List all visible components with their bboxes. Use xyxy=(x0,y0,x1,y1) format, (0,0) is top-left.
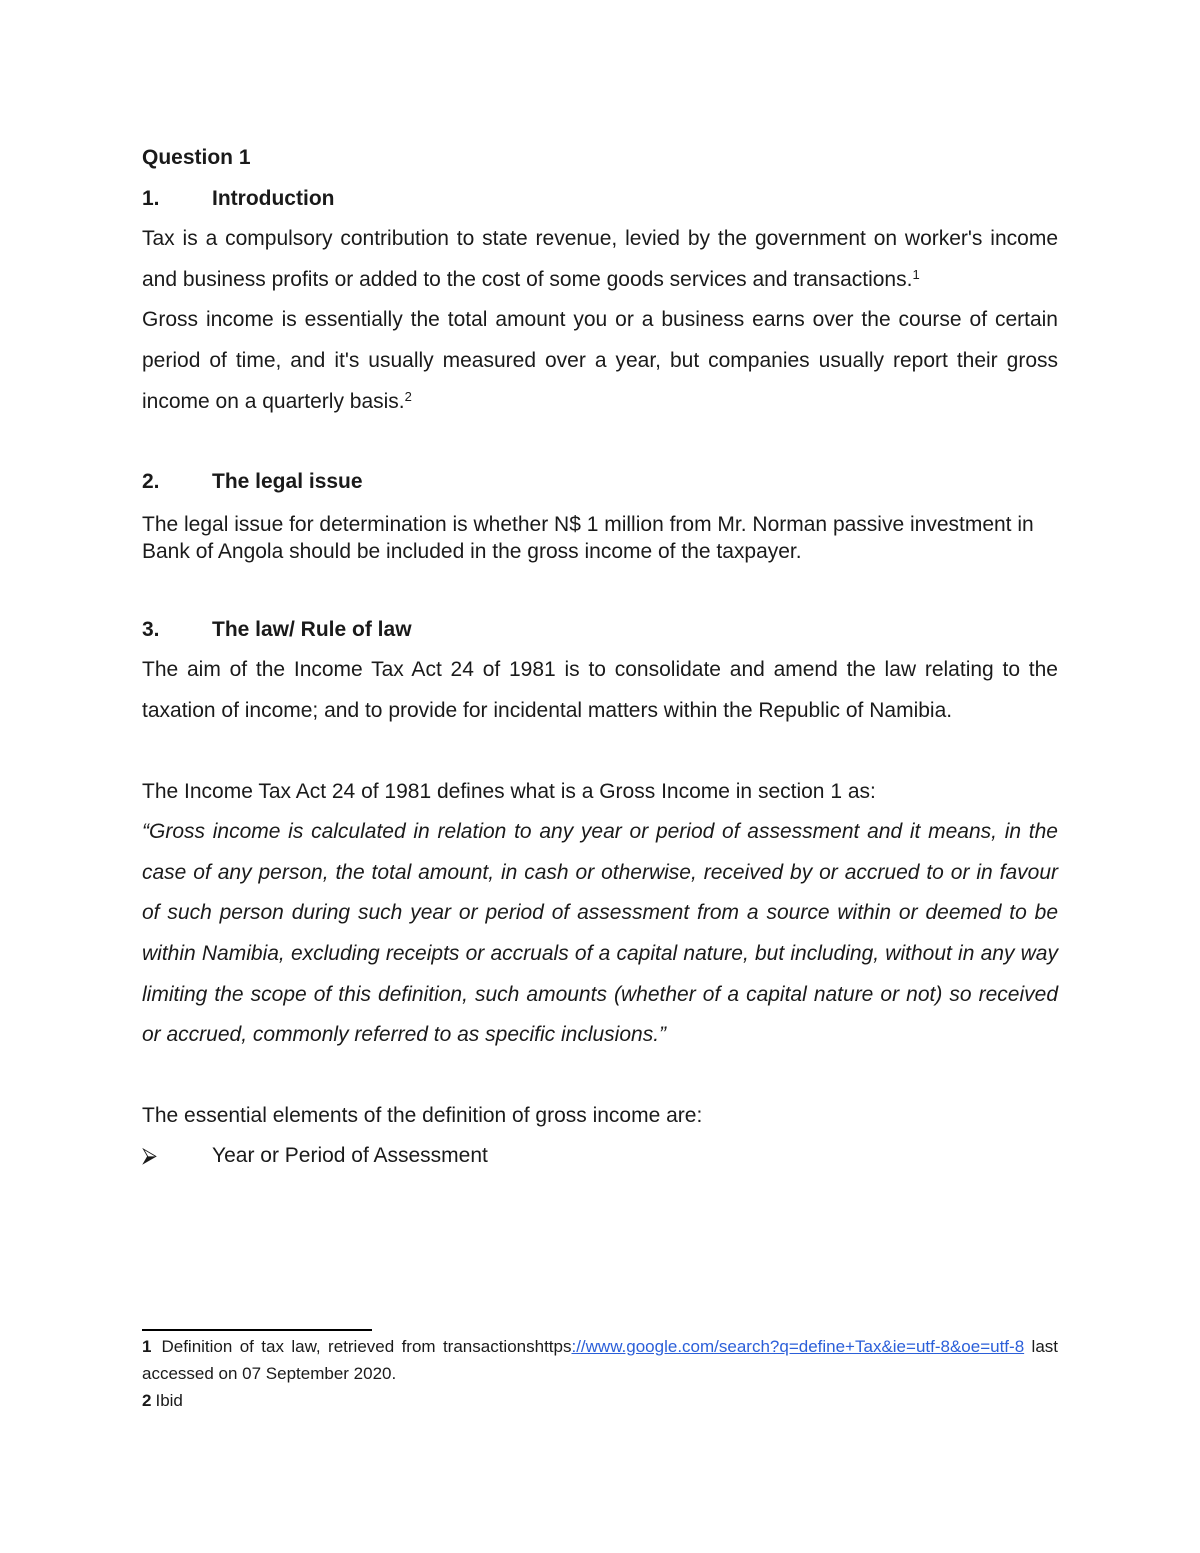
section-title: Introduction xyxy=(212,186,335,210)
footnotes xyxy=(142,1333,1058,1414)
footnote-reference[interactable]: 1 xyxy=(912,266,920,282)
footnote-separator xyxy=(142,1329,372,1331)
section-number: 2. xyxy=(142,470,160,494)
section-title: The law/ Rule of law xyxy=(212,617,412,641)
paragraph-act-aim: The aim of the Income Tax Act 24 of 1981 is to consolidate and amend the law relating to the taxation of income; and to provide for incidental matters within the Republic of Namibia. xyxy=(142,658,1058,722)
paragraph-act-definition-intro: The Income Tax Act 24 of 1981 defines what is a Gross Income in section 1 as: xyxy=(142,779,876,803)
section-heading-introduction xyxy=(142,179,1058,220)
footnote-text: Definition of tax law, retrieved from transactionshttps xyxy=(161,1337,572,1356)
document-body xyxy=(142,138,1058,1177)
list-item xyxy=(142,1136,1058,1177)
section-heading-legal-issue xyxy=(142,462,1058,503)
footnote-text: Ibid xyxy=(155,1391,183,1410)
paragraph-essential-elements: The essential elements of the definition of gross income are: xyxy=(142,1103,703,1127)
section-title: The legal issue xyxy=(212,470,363,494)
paragraph-text: Tax is a compulsory contribution to state revenue, levied by the government on worker's income and business profits or added to the cost of some goods services and transactions. xyxy=(142,227,1058,291)
footnote-tail: last accessed on 07 September 2020. xyxy=(142,1337,1058,1383)
section-heading-rule-of-law xyxy=(142,610,1058,651)
quoted-definition: “Gross income is calculated in relation to any year or period of assessment and it means, in the case of any person, the total amount, in cash or otherwise, received by or accrued to or in favour of such person during such year or period of assessment from a source within or deemed to be within Namibia, excluding receipts or accruals of a capital nature, but including, without in any way limiting the scope of this definition, such amounts (whether of a capital nature or not) so received or accrued, commonly referred to as specific inclusions.” xyxy=(142,820,1058,1047)
footnote-reference[interactable]: 2 xyxy=(404,388,412,404)
list-item-text: Year or Period of Assessment xyxy=(212,1144,488,1168)
paragraph-legal-issue: The legal issue for determination is whether N$ 1 million from Mr. Norman passive investment in Bank of Angola should be included in the gross income of the taxpayer. xyxy=(142,512,1034,564)
footnote-number: 1 xyxy=(142,1337,152,1356)
paragraph-gross-income xyxy=(142,300,1058,422)
footnote-number: 2 xyxy=(142,1391,152,1410)
spacer xyxy=(142,566,1058,610)
spacer xyxy=(142,422,1058,462)
arrow-bullet-icon: ⮚ xyxy=(142,1144,157,1168)
footnote-2 xyxy=(142,1387,1058,1414)
footnote-link[interactable]: ://www.google.com/search?q=define+Tax&ie=utf-8&oe=utf-8 xyxy=(571,1337,1025,1356)
document-title: Question 1 xyxy=(142,146,251,169)
paragraph-text: Gross income is essentially the total amount you or a business earns over the course of certain period of time, and it's usually measured over a year, but companies usually report their gross income on a quarterly basis. xyxy=(142,308,1058,413)
section-number: 3. xyxy=(142,617,160,641)
section-number: 1. xyxy=(142,186,160,210)
footnote-1 xyxy=(142,1333,1058,1387)
paragraph-tax-definition xyxy=(142,219,1058,300)
spacer xyxy=(142,1056,1058,1096)
spacer xyxy=(142,732,1058,772)
